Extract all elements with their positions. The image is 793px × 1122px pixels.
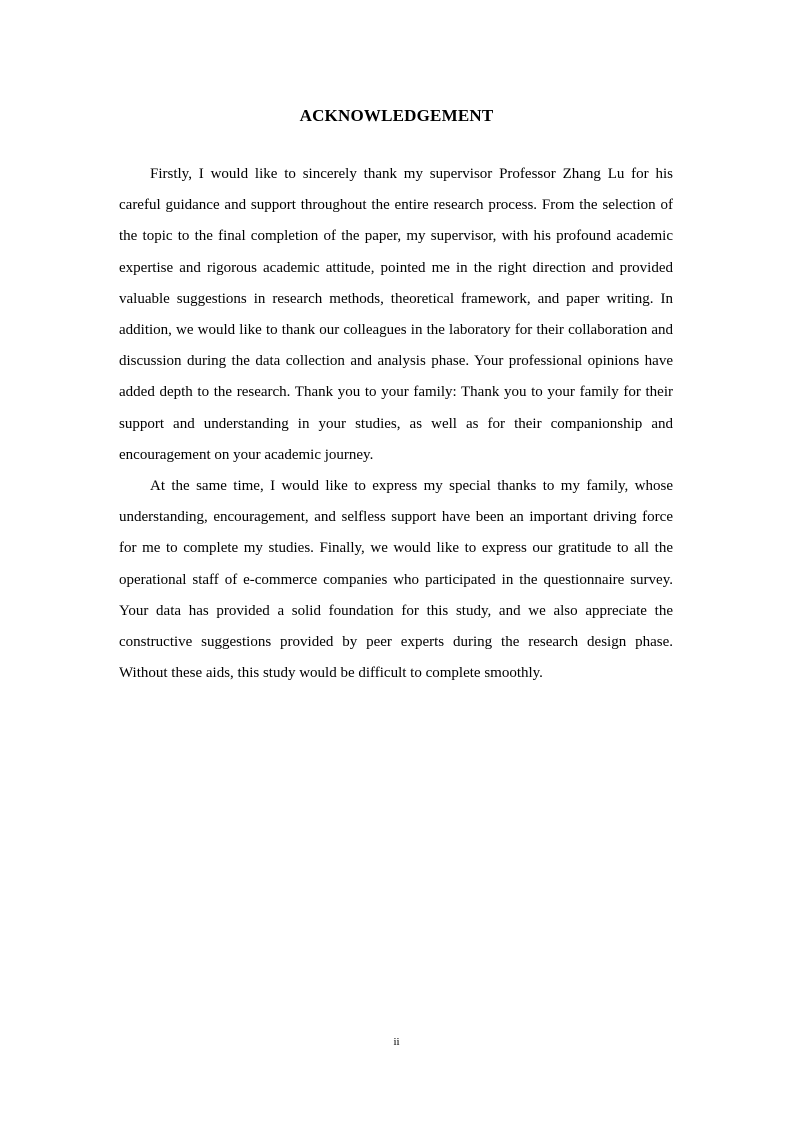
paragraph-2: At the same time, I would like to express my special thanks to my family, whose understanding, encouragement, and selfless support have been an important driving force for me to complete my studies. Finally, we would like to express our gratitude to all the operational staff of e-commerce companies who participated in the questionnaire survey. Your data has provided a solid foundation for this study, and we also appreciate the constructive suggestions provided by peer experts during the research design phase. Without these aids, this study would be difficult to complete smoothly. xyxy=(119,478,673,682)
acknowledgement-body xyxy=(119,159,673,689)
page-title: ACKNOWLEDGEMENT xyxy=(299,106,494,125)
paragraph-1: Firstly, I would like to sincerely thank my supervisor Professor Zhang Lu for his careful guidance and support throughout the entire research process. From the selection of the topic to the final completion of the paper, my supervisor, with his profound academic expertise and rigorous academic attitude, pointed me in the right direction and provided valuable suggestions in research methods, theoretical framework, and paper writing. In addition, we would like to thank our colleagues in the laboratory for their collaboration and discussion during the data collection and analysis phase. Your professional opinions have added depth to the research. Thank you to your family: Thank you to your family for their support and understanding in your studies, as well as for their companionship and encouragement on your academic journey. xyxy=(119,166,673,463)
page-number: ii xyxy=(393,1036,400,1048)
